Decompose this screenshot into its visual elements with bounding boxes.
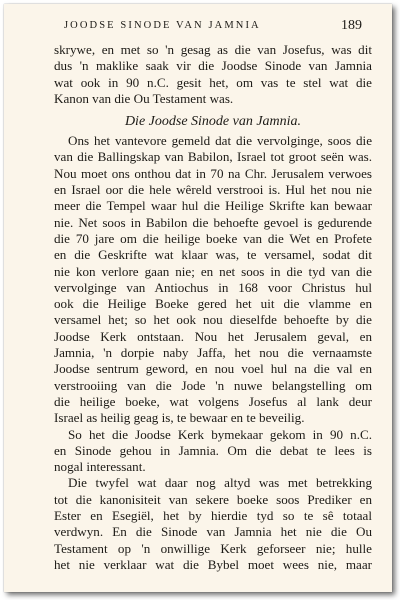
text-line: nie kon verlore gaan nie; en net soos in die tyd van die [54,263,372,279]
text-line: Jamnia, 'n dorpie naby Jaffa, het nou die vernaamste [54,345,372,361]
running-head: JOODSE SINODE VAN JAMNIA [64,20,261,31]
text-line: verdwyn. En die Sinode van Jamnia het nie die Ou [54,524,372,540]
text-line: en Israel oor die hele wêreld verstrooi is. Hul het nou nie [54,182,372,198]
text-line: vervolginge van Antiochus in 168 voor Christus hul [54,279,372,295]
text-line: Ester en Esegiël, het by hierdie tyd so te sê totaal [54,508,372,524]
text-line: Ons het vantevore gemeld dat die vervolginge, soos die [68,133,372,149]
text-line: Joodse Kerk ontstaan. Nou het Jerusalem geval, en [54,328,372,344]
section-heading: Die Joodse Sinode van Jamnia. [124,114,302,130]
text-line: verstrooiing van die Jode 'n nuwe belangstelling om [54,377,372,393]
text-line: Testament op 'n onwillige Kerk geforseer nie; hulle [54,540,372,556]
text-line: Israel as heilig geag is, te bewaar en te beveilig. [54,410,305,426]
paragraph [54,427,372,476]
page-number: 189 [341,18,362,33]
text-line: Nou moet ons onthou dat in 70 na Chr. Jerusalem verwoes [54,165,372,181]
text-line: nie. Net soos in Babilon die behoefte gevoel is gedurende [54,214,372,230]
text-line: ook die Heilige Boeke gered het uit die vlamme en [54,296,372,312]
text-line: Joodse sentrum geword, en nou voel hul na die val en [54,361,372,377]
text-line: het nie verklaar wat die Bybel moet wees nie, maar [54,556,372,572]
paragraph [54,42,372,107]
text-line: van die Ballingskap van Babilon, Israel tot groot seën was. [54,149,372,165]
book-page [4,4,392,592]
text-line: die 70 jare om die heilige boeke van die Wet en Profete [54,230,372,246]
text-line: tot die kanonisiteit van sekere boeke soos Prediker en [54,491,372,507]
text-line: So het die Joodse Kerk bymekaar gekom in 90 n.C. [68,426,372,442]
text-line: dus 'n maklike saak vir die Joodse Sinode van Jamnia [54,58,372,74]
text-line: Kanon van die Ou Testament was. [54,90,234,106]
text-line: meer die Tempel waar hul die Heilige Skrifte kan bewaar [54,198,372,214]
text-line: nogal interessant. [54,459,146,475]
paragraph [54,133,372,426]
text-line: skrywe, en met so 'n gesag as die van Josefus, was dit [54,42,372,57]
page-header [64,18,362,36]
page-body [54,42,372,573]
text-line: wat ook in 90 n.C. gesit het, om vas te stel wat die [54,74,372,90]
paragraph [54,475,372,573]
text-line: en die Geskrifte wat klaar was, te versamel, sodat dit [54,247,372,263]
text-line: en Sinode gehou in Jamnia. Om die debat te lees is [54,442,372,458]
text-line: die heilige boeke, wat volgens Josefus al lank deur [54,393,372,409]
text-line: Die twyfel wat daar nog altyd was met betrekking [68,475,372,491]
text-line: versamel het; so het ook nou dieselfde behoefte by die [54,312,372,328]
